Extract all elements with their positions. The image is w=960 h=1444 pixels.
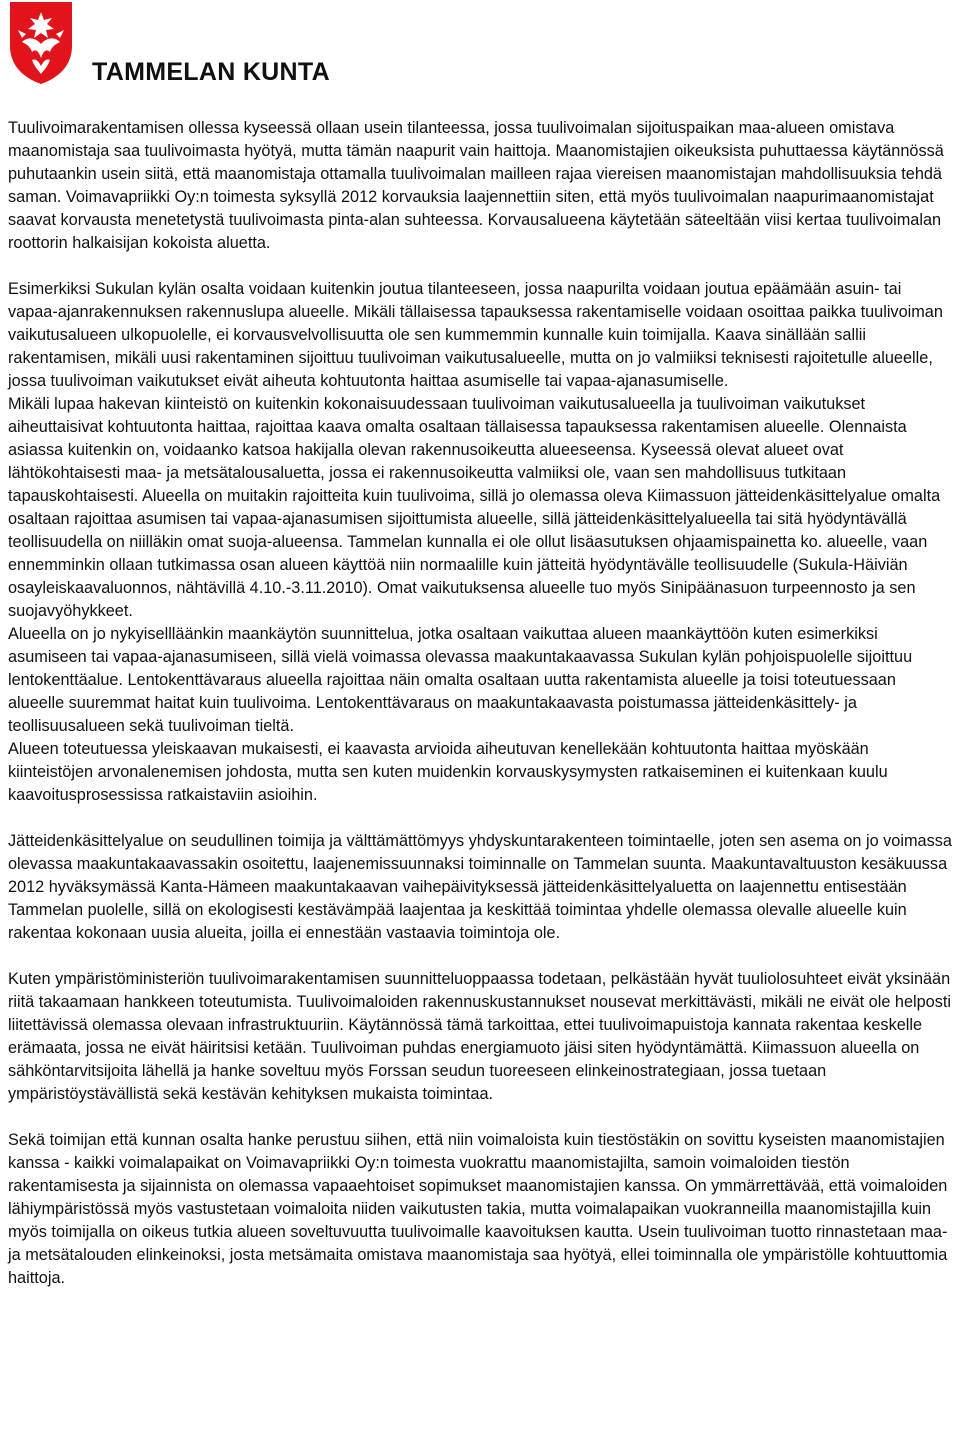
document-body <box>8 117 954 1290</box>
paragraph: Kuten ympäristöministeriön tuulivoimarakentamisen suunnitteluoppaassa todetaan, pelkästään hyvät tuuliolosuhteet eivät yksinään riitä takaamaan hankkeen toteutumista. Tuulivoimaloiden rakennuskustannukset nousevat merkittävästi, mikäli ne eivät ole helposti liitettävissä olemassa olevaan infrastruktuuriin. Käytännössä tämä tarkoittaa, ettei tuulivoimapuistoja kannata rakentaa keskelle erämaata, jossa ne eivät häiritsisi ketään. Tuulivoiman puhdas energiamuoto jäisi siten hyödyntämättä. Kiimassuon alueella on sähköntarvitsijoita lähellä ja hanke soveltuu myös Forssan seudun tuoreeseen elinkeinostrategiaan, jossa tuetaan ympäristöystävällistä sekä kestävän kehityksen mukaista toimintaa. <box>8 970 952 1103</box>
paragraph-spacer <box>8 1106 954 1129</box>
paragraph-spacer <box>8 255 954 278</box>
municipality-title: TAMMELAN KUNTA <box>92 58 330 86</box>
paragraph: Mikäli lupaa hakevan kiinteistö on kuitenkin kokonaisuudessaan tuulivoiman vaikutusalueella ja tuulivoiman vaikutukset aiheuttaisivat kohtuutonta haittaa, rajoittaa kaava omalta osaltaan tällaisessa tapauksessa rakentamisen alueelle. Olennaista asiassa kuitenkin on, voidaanko katsoa hakijalla olevan rakennusoikeutta alueeseensa. Kyseessä olevat alueet ovat lähtökohtaisesti maa- ja metsätalousaluetta, jossa ei rakennusoikeutta valmiiksi ole, vaan sen mahdollisuus tutkitaan tapauskohtaisesti. Alueella on muitakin rajoitteita kuin tuulivoima, sillä jo olemassa oleva Kiimassuon jätteidenkäsittelyalue omalta osaltaan rajoittaa asumisen tai vapaa-ajanasumisen sijoittumista alueelle, sillä jätteidenkäsittelyalueella tai sitä hyödyntävällä teollisuudella on niilläkin omat suoja-alueensa. Tammelan kunnalla ei ole ollut lisäasutuksen ohjaamispainetta ko. alueelle, vaan ennemminkin ollaan tutkimassa osan alueen käyttöä niin normaalille kuin jätteitä hyödyntävälle teollisuudelle (Sukula-Häiviän osayleiskaavaluonnos, nähtävillä 4.10.-3.11.2010). Omat vaikutuksensa alueelle tuo myös Sinipäänasuon turpeennosto ja sen suojavyöhykkeet. <box>8 395 941 620</box>
paragraph-spacer <box>8 945 954 968</box>
municipal-coat-of-arms-icon <box>8 0 74 86</box>
paragraph: Sekä toimijan että kunnan osalta hanke perustuu siihen, että niin voimaloista kuin tiestöstäkin on sovittu kyseisten maanomistajien kanssa - kaikki voimalapaikat on Voimavapriikki Oy:n toimesta vuokrattu maanomistajilta, samoin voimaloiden tiestön rakentamisesta ja sijainnista on olemassa vapaaehtoiset sopimukset maanomistajien kanssa. On ymmärrettävää, että voimaloiden lähiympäristössä myös vastustetaan voimaloita niiden vaikutusten takia, mutta voimalapaikan vuokranneilla maanomistajilla kuin myös toimijalla on oikeus tutkia alueen soveltuvuutta tuulivoimalle kaavoituksen kautta. Usein tuulivoiman tuotto rinnastetaan maa- ja metsätalouden elinkeinoksi, josta metsämaita omistava maanomistaja saa hyötyä, ellei toiminnalla ole ympäristölle kohtuuttomia haittoja. <box>8 1131 948 1287</box>
document-header <box>8 0 948 100</box>
paragraph: Jätteidenkäsittelyalue on seudullinen toimija ja välttämättömyys yhdyskuntarakenteen toimintaelle, joten sen asema on jo voimassa olevassa maakuntakaavassakin osoitettu, laajenemissuunnaksi toiminnalle on Tammelan suunta. Maakuntavaltuuston kesäkuussa 2012 hyväksymässä Kanta-Hämeen maakuntakaavan vaihepäivityksessä jätteidenkäsittelyaluetta on laajennettu entisestään Tammelan puolelle, sillä on ekologisesti kestävämpää laajentaa ja keskittää toimintaa yhdelle olemassa olevalle alueelle kuin rakentaa kokonaan uusia alueita, joilla ei ennestään vastaavia toimintoja ole. <box>8 832 952 942</box>
paragraph: Alueen toteutuessa yleiskaavan mukaisesti, ei kaavasta arvioida aiheutuvan kenellekään kohtuutonta haittaa myöskään kiinteistöjen arvonalenemisen johdosta, mutta sen kuten muidenkin korvauskysymysten ratkaiseminen ei kuitenkaan kuulu kaavoitusprosessissa ratkaistaviin asioihin. <box>8 740 888 804</box>
paragraph-spacer <box>8 807 954 830</box>
paragraph: Esimerkiksi Sukulan kylän osalta voidaan kuitenkin joutua tilanteeseen, jossa naapurilta voidaan joutua epäämään asuin- tai vapaa-ajanrakennuksen rakennuslupa alueelle. Mikäli tällaisessa tapauksessa rakentamiselle voidaan osoittaa paikka tuulivoiman vaikutusalueen ulkopuolelle, ei korvausvelvollisuutta ole sen kummemmin kunnalle kuin toimijalla. Kaava sinällään sallii rakentamisen, mikäli uusi rakentaminen sijoittuu tuulivoiman vaikutusalueelle, mutta on jo valmiiksi teknisesti rajoitetulle alueelle, jossa tuulivoiman vaikutukset eivät aiheuta kohtuutonta haittaa asumiselle tai vapaa-ajanasumiselle. <box>8 280 943 390</box>
paragraph: Alueella on jo nykyisellläänkin maankäytön suunnittelua, jotka osaltaan vaikuttaa alueen maankäyttöön kuten esimerkiksi asumiseen tai vapaa-ajanasumiseen, sillä vielä voimassa olevassa maakuntakaavassa Sukulan kylän pohjoispuolelle sijoittuu lentokenttäalue. Lentokenttävaraus alueella rajoittaa näin omalta osaltaan uutta rakentamista alueelle ja toisi toteutuessaan alueelle suuremmat haitat kuin tuulivoima. Lentokenttävaraus on maakuntakaavasta poistumassa jätteidenkäsittely- ja teollisuusalueen sekä tuulivoiman tieltä. <box>8 625 913 735</box>
paragraph: Tuulivoimarakentamisen ollessa kyseessä ollaan usein tilanteessa, jossa tuulivoimalan sijoituspaikan maa-alueen omistava maanomistaja saa tuulivoimasta hyötyä, mutta tämän naapurit vain haittoja. Maanomistajien oikeuksista puhuttaessa käytännössä puhutaankin usein siitä, että maanomistaja ottamalla tuulivoimalan mailleen rajaa viereisen maanomistajan mahdollisuuksia tehdä saman. Voimavapriikki Oy:n toimesta syksyllä 2012 korvauksia laajennettiin siten, että myös tuulivoimalan naapurimaanomistajat saavat korvausta menetetystä tuulivoimasta pinta-alan suhteessa. Korvausalueena käytetään säteeltään viisi kertaa tuulivoimalan roottorin halkaisijan kokoista aluetta. <box>8 119 944 252</box>
